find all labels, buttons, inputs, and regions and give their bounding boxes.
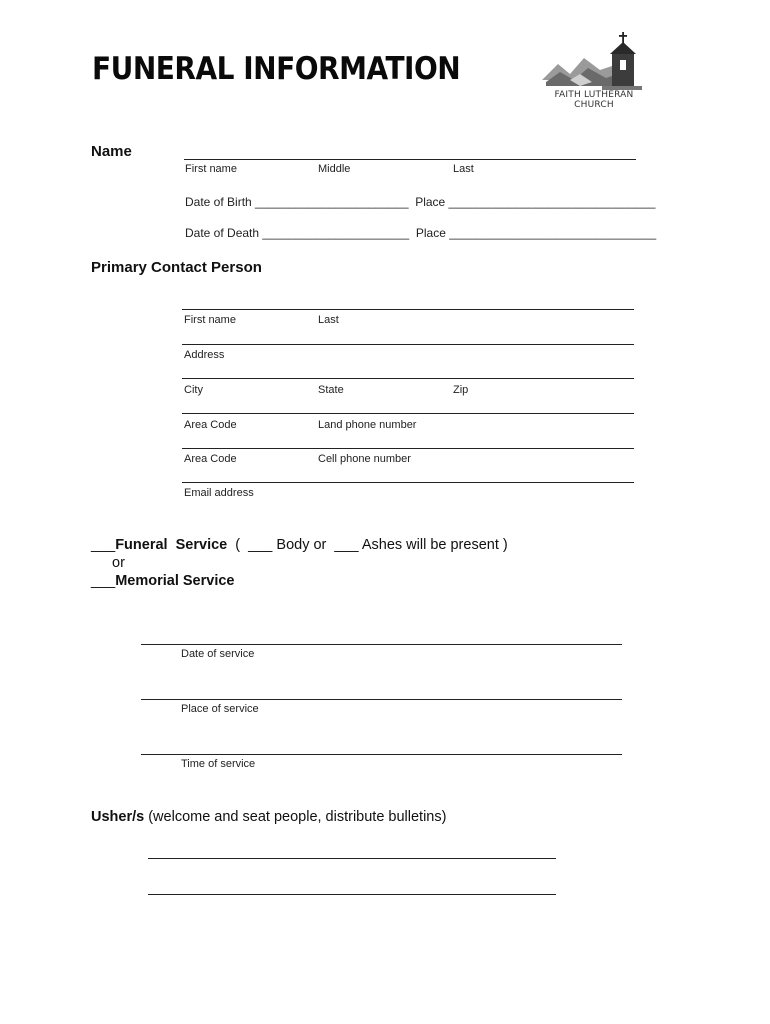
usher-description: (welcome and seat people, distribute bulletins): [144, 809, 447, 825]
city-line[interactable]: [182, 378, 634, 379]
usher-label: Usher/s: [91, 809, 145, 825]
contact-name-line[interactable]: [182, 309, 634, 310]
first-name-label: First name: [185, 163, 237, 175]
funeral-blank[interactable]: ___: [91, 537, 116, 553]
or-label: or: [112, 555, 125, 571]
funeral-service-option[interactable]: [91, 537, 508, 553]
cell-phone-label: Cell phone number: [318, 453, 411, 465]
city-label: City: [184, 384, 203, 396]
area-code-label-1: Area Code: [184, 419, 237, 431]
page-title: FUNERAL INFORMATION: [92, 50, 461, 87]
time-of-service-line[interactable]: [141, 754, 622, 755]
usher-heading: [91, 809, 446, 825]
time-of-service-label: Time of service: [181, 758, 256, 770]
date-of-service-line[interactable]: [141, 644, 622, 645]
funeral-service-label: Funeral Service: [115, 537, 228, 553]
memorial-service-label: Memorial Service: [115, 573, 235, 589]
address-label: Address: [184, 349, 225, 361]
zip-label: Zip: [453, 384, 469, 396]
name-heading: Name: [91, 143, 132, 160]
church-name: FAITH LUTHERAN CHURCH: [554, 90, 634, 110]
area-code-label-2: Area Code: [184, 453, 237, 465]
email-label: Email address: [184, 487, 254, 499]
date-of-service-label: Date of service: [181, 648, 255, 660]
death-field[interactable]: Date of Death ______________________ Place _______________________________: [185, 226, 657, 240]
middle-name-label: Middle: [318, 163, 351, 175]
memorial-blank[interactable]: ___: [91, 573, 116, 589]
last-name-label: Last: [453, 163, 474, 175]
land-phone-label: Land phone number: [318, 419, 417, 431]
state-label: State: [318, 384, 344, 396]
memorial-service-option[interactable]: [91, 573, 235, 589]
body-ashes-choice[interactable]: ( ___ Body or ___ Ashes will be present ): [227, 537, 508, 553]
usher-line-2[interactable]: [148, 894, 556, 895]
contact-first-label: First name: [184, 314, 236, 326]
address-line[interactable]: [182, 344, 634, 345]
place-of-service-label: Place of service: [181, 703, 259, 715]
place-of-service-line[interactable]: [141, 699, 622, 700]
email-line[interactable]: [182, 482, 634, 483]
cell-phone-line[interactable]: [182, 448, 634, 449]
land-phone-line[interactable]: [182, 413, 634, 414]
usher-line-1[interactable]: [148, 858, 556, 859]
birth-field[interactable]: Date of Birth _______________________ Place _______________________________: [185, 195, 656, 209]
name-line[interactable]: [184, 159, 636, 160]
contact-heading: Primary Contact Person: [91, 259, 262, 276]
contact-last-label: Last: [318, 314, 339, 326]
